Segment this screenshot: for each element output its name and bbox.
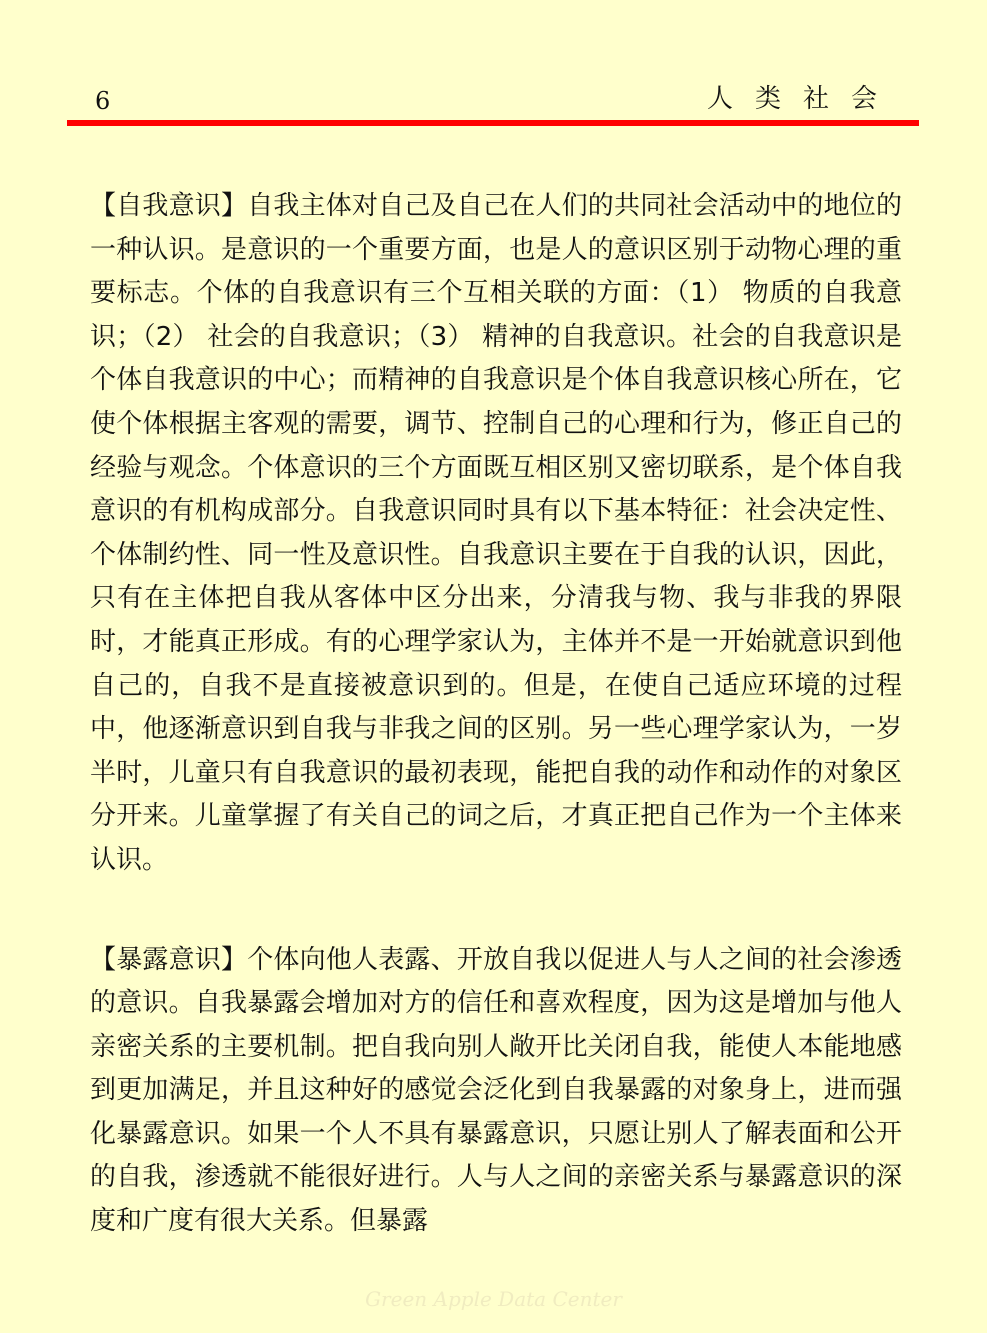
- entry-term: 【自我意识】: [90, 191, 248, 221]
- dictionary-entry-disclosure-awareness: [90, 939, 902, 1244]
- running-title: 人类社会: [706, 84, 899, 114]
- header-rule: [67, 120, 919, 126]
- entry-term: 【暴露意识】: [90, 944, 248, 975]
- page-body: [90, 185, 902, 1244]
- page-number: 6: [95, 87, 111, 115]
- entry-body: 自我主体对自己及自己在人们的共同社会活动中的地位的一种认识。是意识的一个重要方面，也是人的意识区别于动物心理的重要标志。个体的自我意识有三个互相关联的方面：（1） 物质的自我意识；（2） 社会的自我意识；（3） 精神的自我意识。社会的自我意识是个体自我意识的中心；而精神的自我意识是个体自我意识核心所在，它使个体根据主客观的需要，调节、控制自己的心理和行为，修正自己的经验与观念。个体意识的三个方面既互相区别又密切联系，是个体自我意识的有机构成部分。自我意识同时具有以下基本特征：社会决定性、个体制约性、同一性及意识性。自我意识主要在于自我的认识，因此，只有在主体把自我从客体中区分出来，分清我与物、我与非我的界限时，才能真正形成。有的心理学家认为，主体并不是一开始就意识到他自己的，自我不是直接被意识到的。但是，在使自己适应环境的过程中，他逐渐意识到自我与非我之间的区别。另一些心理学家认为，一岁半时，儿童只有自我意识的最初表现，能把自我的动作和动作的对象区分开来。儿童掌握了有关自己的词之后，才真正把自己作为一个主体来认识。: [90, 191, 902, 875]
- watermark: Green Apple Data Center: [365, 1287, 622, 1311]
- entry-body: 个体向他人表露、开放自我以促进人与人之间的社会渗透的意识。自我暴露会增加对方的信任和喜欢程度，因为这是增加与他人亲密关系的主要机制。把自我向别人敞开比关闭自我，能使人本能地感到更加满足，并且这种好的感觉会泛化到自我暴露的对象身上，进而强化暴露意识。如果一个人不具有暴露意识，只愿让别人了解表面和公开的自我，渗透就不能很好进行。人与人之间的亲密关系与暴露意识的深度和广度有很大关系。但暴露: [90, 944, 902, 1237]
- dictionary-entry-self-awareness: [90, 185, 902, 883]
